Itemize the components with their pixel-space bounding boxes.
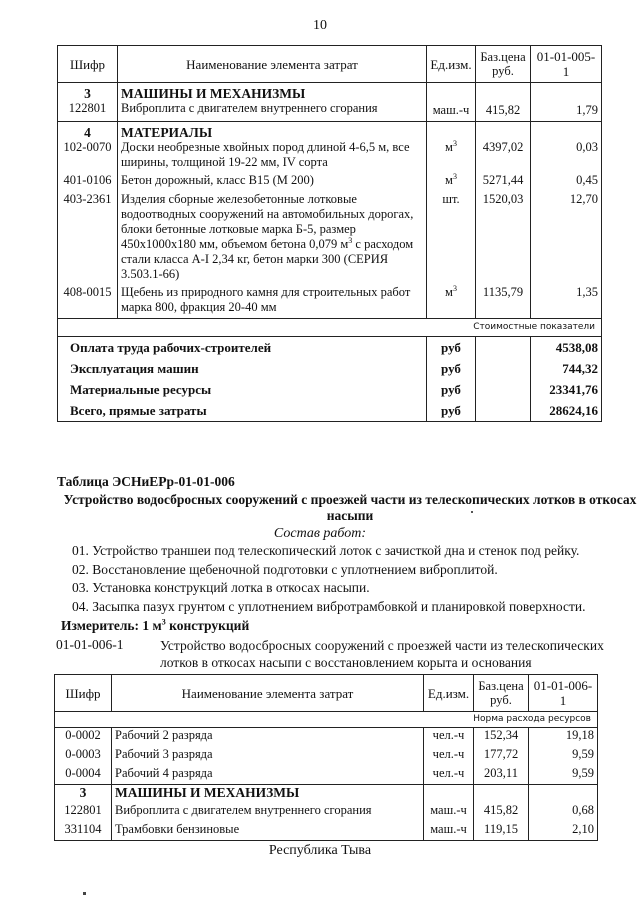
header-unit: Ед.изм.	[427, 46, 476, 83]
total-row: Эксплуатация машин руб 744,32	[58, 358, 602, 379]
resource-table-006-1	[54, 674, 598, 841]
table-row: 403-2361 Изделия сборные железобетонные лотковые водоотводных сооружений на автомобильных дорогах, блоки бетонные лотковые марка Б-5, размер 450х1000х180 мм, объемом бетона 0,079 $м^3$ с расходом стали класса А-I 2,34 кг, бетон марки 300 (СЕРИЯ 3.503.1-66) шт. 1520,03 12,70	[58, 188, 602, 282]
table-row: 401-0106 Бетон дорожный, класс В15 (М 200) $м^3$ 5271,44 0,45	[58, 170, 602, 188]
table-header-row	[55, 675, 598, 712]
composition-heading: Состав работ:	[273, 526, 367, 541]
resource-table-005-1	[57, 45, 602, 422]
total-row-grand: Всего, прямые затраты руб 28624,16	[58, 400, 602, 422]
page-footer: Республика Тыва	[268, 843, 372, 858]
header-norm: 01-01-005-1	[531, 46, 602, 83]
page-number: 10	[313, 18, 327, 33]
table-row: 331104 Трамбовки бензиновые маш.-ч 119,15 2,10	[55, 822, 598, 841]
header-code: Шифр	[58, 46, 118, 83]
cost-indicators-row: Стоимостные показатели	[58, 319, 602, 337]
work-item: 04. Засыпка пазух грунтом с уплотнением вибротрамбовкой и планировкой поверхности.	[72, 599, 586, 614]
stray-mark	[83, 892, 86, 895]
table-header-row	[58, 46, 602, 83]
item-code: 01-01-006-1	[56, 637, 124, 652]
table-row: 408-0015 Щебень из природного камня для строительных работ марка 800, фракция 20-40 мм $м^3$ 1135,79 1,35	[58, 282, 602, 319]
item-description: Устройство водосбросных сооружений с проезжей части из телескопических лотков в откосах насыпи с восстановлением корыта и основания	[160, 638, 604, 670]
header-unit: Ед.изм.	[424, 675, 474, 712]
section-row: 4 МАТЕРИАЛЫ	[58, 122, 602, 141]
table-row: 102-0070 Доски необрезные хвойных пород длиной 4-6,5 м, все ширины, толщиной 19-22 мм, IV сорта $м^3$ 4397,02 0,03	[58, 140, 602, 170]
stray-mark	[471, 511, 473, 513]
section-row: 3 МАШИНЫ И МЕХАНИЗМЫ	[58, 83, 602, 102]
section-row: 3 МАШИНЫ И МЕХАНИЗМЫ	[55, 785, 598, 803]
header-price: Баз.цена руб.	[476, 46, 531, 83]
section-title: Устройство водосбросных сооружений с проезжей части из телескопических лотков в откосах насыпи	[63, 492, 637, 523]
table-row: 122801 Виброплита с двигателем внутреннего сгорания маш.-ч 415,82 1,79	[58, 101, 602, 122]
table-row: 0-0002 Рабочий 2 разряда чел.-ч 152,34 19,18	[55, 728, 598, 747]
work-item: 02. Восстановление щебеночной подготовки с уплотнением виброплитой.	[72, 562, 498, 577]
work-item: 03. Установка конструкций лотка в откосах насыпи.	[72, 580, 370, 595]
table-label: Таблица ЭСНиЕРр-01-01-006	[57, 474, 235, 489]
table-row: 122801 Виброплита с двигателем внутреннего сгорания маш.-ч 415,82 0,68	[55, 803, 598, 822]
meter-label: Измеритель: 1 $м^3$ конструкций	[61, 617, 250, 633]
header-code: Шифр	[55, 675, 112, 712]
work-item: 01. Устройство траншеи под телескопический лоток с зачисткой дна и стенок под рейку.	[72, 543, 580, 558]
header-norm: 01-01-006-1	[529, 675, 598, 712]
total-row: Оплата труда рабочих-строителей руб 4538,08	[58, 337, 602, 359]
norm-label-row: Норма расхода ресурсов	[55, 712, 598, 728]
total-row: Материальные ресурсы руб 23341,76	[58, 379, 602, 400]
header-name: Наименование элемента затрат	[112, 675, 424, 712]
header-name: Наименование элемента затрат	[118, 46, 427, 83]
header-price: Баз.цена руб.	[474, 675, 529, 712]
table-row: 0-0003 Рабочий 3 разряда чел.-ч 177,72 9,59	[55, 747, 598, 766]
table-row: 0-0004 Рабочий 4 разряда чел.-ч 203,11 9,59	[55, 766, 598, 785]
